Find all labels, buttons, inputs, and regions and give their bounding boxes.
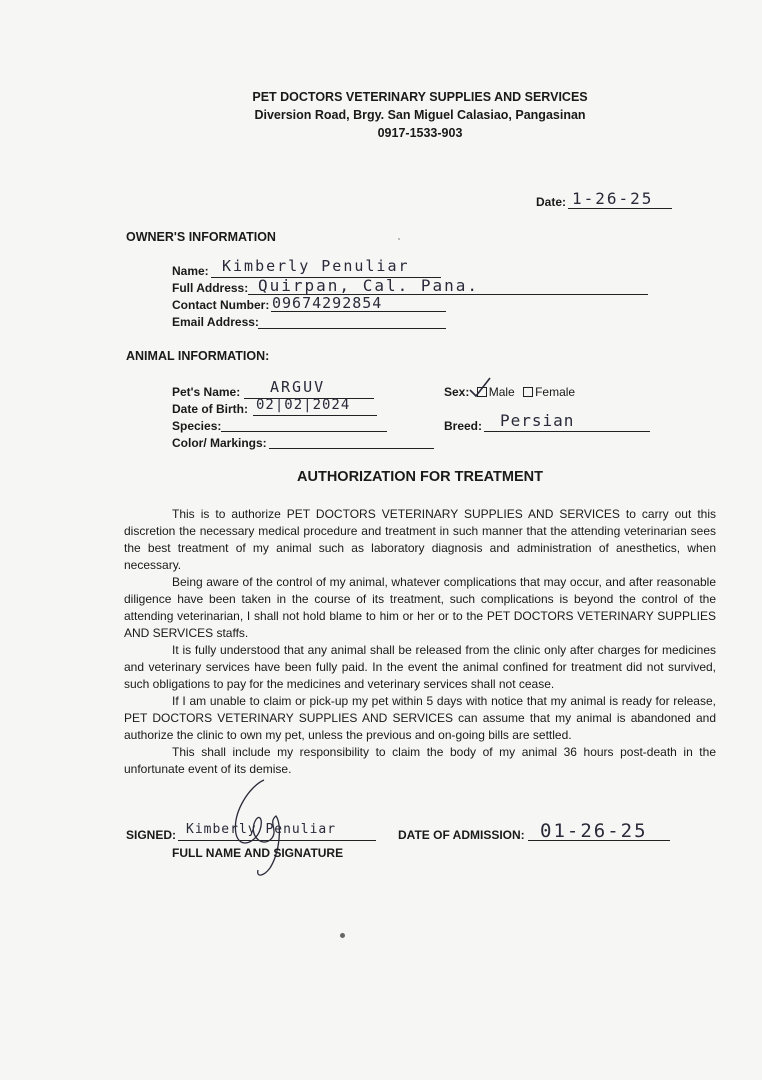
female-checkbox[interactable] bbox=[523, 387, 533, 397]
admission-date-label: DATE OF ADMISSION: bbox=[398, 828, 525, 842]
date-value[interactable]: 1-26-25 bbox=[572, 189, 654, 208]
owner-name-field[interactable]: Kimberly Penuliar bbox=[222, 257, 410, 275]
dob-label: Date of Birth: bbox=[172, 402, 248, 416]
authorization-title: AUTHORIZATION FOR TREATMENT bbox=[297, 469, 543, 485]
pet-name-label: Pet's Name: bbox=[172, 385, 241, 399]
owner-address-label: Full Address: bbox=[172, 281, 249, 295]
breed-label: Breed: bbox=[444, 419, 483, 433]
species-line bbox=[221, 431, 387, 432]
authorization-paragraph: This is to authorize PET DOCTORS VETERINARY SUPPLIES AND SERVICES to carry out this discretion the necessary medical procedure and treatment in such manner that the attending veterinarian sees the best treatment of my animal such as laboratory diagnosis and administration of anesthetics, when necessary. bbox=[124, 507, 716, 572]
authorization-body bbox=[124, 506, 716, 778]
authorization-paragraph: This shall include my responsibility to claim the body of my animal 36 hours post-death in the unfortunate event of its demise. bbox=[124, 745, 716, 776]
breed-field[interactable]: Persian bbox=[500, 411, 575, 430]
female-option: Female bbox=[535, 385, 576, 399]
owner-heading: OWNER'S INFORMATION bbox=[126, 230, 276, 244]
color-label: Color/ Markings: bbox=[172, 436, 267, 450]
clinic-address: Diversion Road, Brgy. San Miguel Calasiao, Pangasinan bbox=[254, 108, 586, 122]
sex-row bbox=[444, 385, 575, 399]
date-label: Date: bbox=[536, 195, 567, 209]
admission-date-field[interactable]: 01-26-25 bbox=[540, 820, 648, 842]
male-check-mark bbox=[468, 376, 492, 398]
owner-name-label: Name: bbox=[172, 264, 209, 278]
owner-address-field[interactable]: Quirpan, Cal. Pana. bbox=[258, 276, 480, 295]
owner-contact-field[interactable]: 09674292854 bbox=[272, 294, 383, 312]
authorization-paragraph: If I am unable to claim or pick-up my pet within 5 days with notice that my animal is ready for release, PET DOCTORS VETERINARY SUPPLIES AND SERVICES can assume that my animal is abandoned and authorize the clinic to own my pet, unless the previous and on-going bills are settled. bbox=[124, 694, 716, 742]
pet-name-field[interactable]: ARGUV bbox=[270, 378, 326, 396]
scan-speck bbox=[398, 238, 400, 240]
clinic-phone: 0917-1533-903 bbox=[377, 126, 463, 140]
male-option: Male bbox=[488, 385, 515, 399]
dob-field[interactable]: 02|02|2024 bbox=[256, 397, 351, 413]
authorization-paragraph: It is fully understood that any animal shall be released from the clinic only after charges for medicines and veterinary services have been fully paid. In the event the animal confined for treatment did not survived, such obligations to pay for the medicines and veterinary services shall not cease. bbox=[124, 643, 716, 691]
owner-email-line bbox=[258, 328, 446, 329]
clinic-name: PET DOCTORS VETERINARY SUPPLIES AND SERVICES bbox=[252, 90, 588, 104]
signed-name-field[interactable]: Kimberly Penuliar bbox=[186, 822, 337, 837]
owner-contact-label: Contact Number: bbox=[172, 298, 270, 312]
handwritten-signature bbox=[220, 772, 300, 882]
scan-speck bbox=[340, 933, 345, 938]
signature-caption: FULL NAME AND SIGNATURE bbox=[172, 846, 344, 860]
date-line bbox=[568, 208, 672, 209]
authorization-paragraph: Being aware of the control of my animal, whatever complications that may occur, and after reasonable diligence have been taken in the course of its treatment, such complications is beyond the control of the attending veterinarian, I shall not hold blame to him or her or to the PET DOCTORS VETERINARY SUPPLIES AND SERVICES staffs. bbox=[124, 575, 716, 640]
signed-label: SIGNED: bbox=[126, 828, 177, 842]
species-label: Species: bbox=[172, 419, 222, 433]
dob-line bbox=[253, 415, 377, 416]
animal-heading: ANIMAL INFORMATION: bbox=[126, 349, 270, 363]
color-line bbox=[269, 448, 434, 449]
breed-line bbox=[484, 431, 650, 432]
owner-email-label: Email Address: bbox=[172, 315, 259, 329]
sex-label: Sex: bbox=[444, 385, 470, 399]
